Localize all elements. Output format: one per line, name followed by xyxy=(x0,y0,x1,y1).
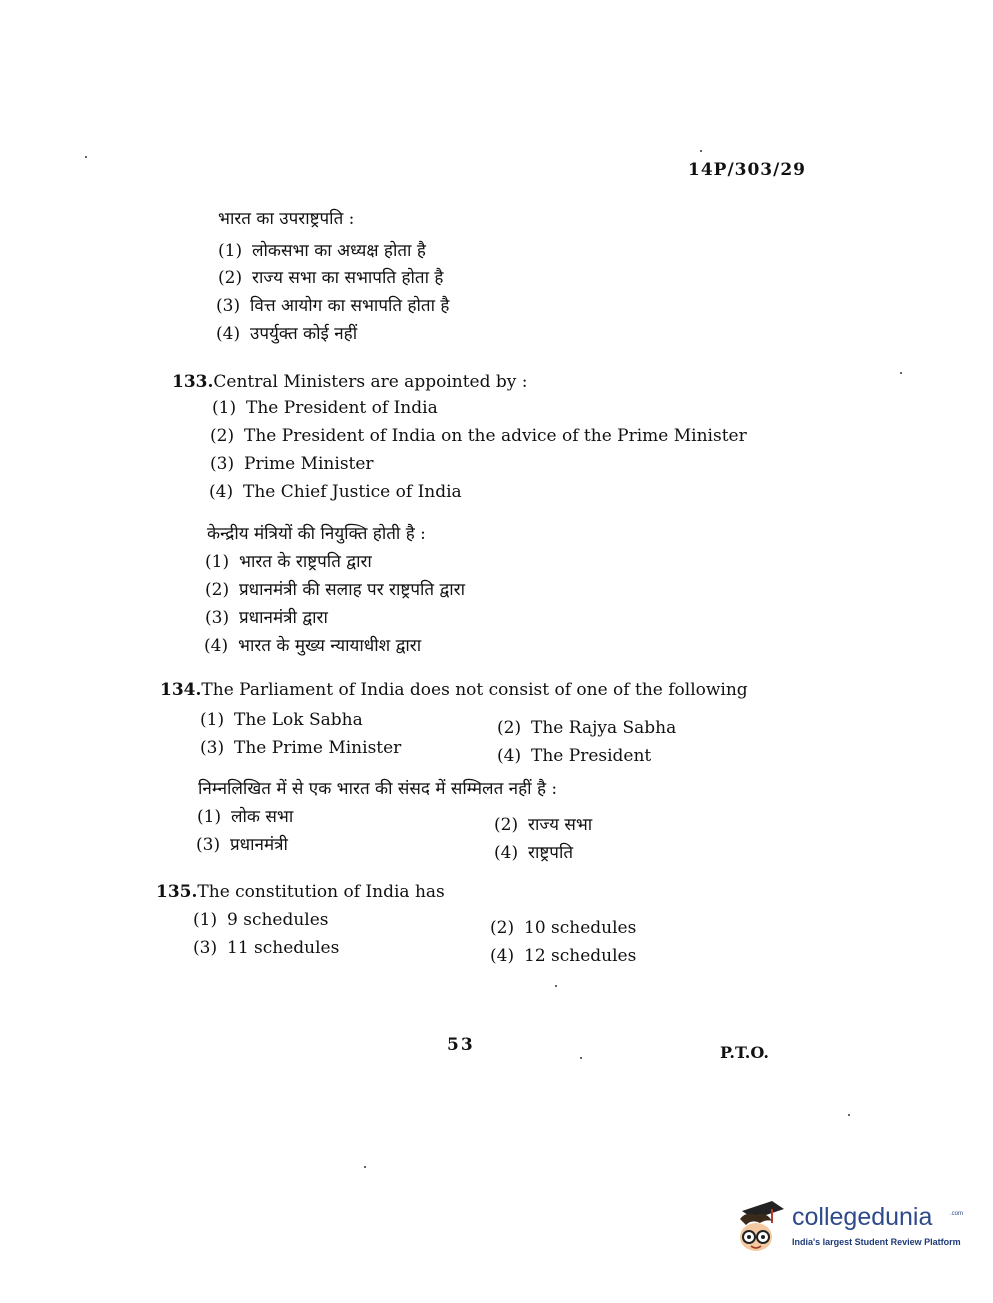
option-text: उपर्युक्त कोई नहीं xyxy=(250,324,358,344)
option-text: लोक सभा xyxy=(231,807,294,827)
option-text: 12 schedules xyxy=(524,946,637,966)
q134-option-3 xyxy=(200,738,401,758)
option-text: 9 schedules xyxy=(227,910,329,930)
option-number: (4) xyxy=(209,482,234,502)
q133-option-1 xyxy=(212,398,438,418)
option-number: (1) xyxy=(193,910,218,930)
option-text: Prime Minister xyxy=(244,454,374,474)
scan-speck xyxy=(364,1166,366,1168)
q133-hindi-option-1 xyxy=(205,549,372,572)
option-number: (1) xyxy=(205,552,230,572)
q135-option-4 xyxy=(490,946,636,966)
q132-hindi-option-2 xyxy=(218,265,443,288)
option-number: (3) xyxy=(205,608,230,628)
q134-option-1 xyxy=(200,710,363,730)
option-number: (4) xyxy=(216,324,241,344)
q133-hindi-option-4 xyxy=(204,633,421,656)
q135-option-2 xyxy=(490,918,636,938)
scan-speck xyxy=(848,1114,850,1116)
option-text: प्रधानमंत्री की सलाह पर राष्ट्रपति द्वारा xyxy=(239,580,466,600)
option-text: The President of India on the advice of the Prime Minister xyxy=(244,426,747,446)
q134-hindi-option-1 xyxy=(197,804,293,827)
scan-speck xyxy=(700,150,702,152)
option-text: The Prime Minister xyxy=(234,738,402,758)
option-number: (3) xyxy=(200,738,225,758)
q133-stem xyxy=(172,372,528,392)
option-text: प्रधानमंत्री द्वारा xyxy=(239,608,328,628)
option-text: The Chief Justice of India xyxy=(243,482,462,502)
option-text: The Rajya Sabha xyxy=(531,718,677,738)
option-text: भारत के राष्ट्रपति द्वारा xyxy=(239,552,372,572)
q134-stem xyxy=(160,680,748,700)
option-text: 10 schedules xyxy=(524,918,637,938)
q132-hindi-option-4 xyxy=(216,321,357,344)
q133-hindi-option-2 xyxy=(205,577,465,600)
q133-hindi-stem: केन्द्रीय मंत्रियों की नियुक्ति होती है : xyxy=(207,524,426,544)
option-number: (4) xyxy=(494,843,519,863)
logo-wordmark: collegedunia xyxy=(792,1203,933,1231)
option-number: (4) xyxy=(497,746,522,766)
option-text: वित्त आयोग का सभापति होता है xyxy=(250,296,450,316)
q132-hindi-option-3 xyxy=(216,293,449,316)
q133-hindi-option-3 xyxy=(205,605,328,628)
option-number: (3) xyxy=(216,296,241,316)
q133-option-2 xyxy=(210,426,747,446)
q134-hindi-stem: निम्नलिखित में से एक भारत की संसद में सम्मिलत नहीं है : xyxy=(198,779,558,799)
paper-code: 14P/303/29 xyxy=(688,160,807,180)
option-text: The President of India xyxy=(246,398,438,418)
scan-speck xyxy=(85,156,87,158)
collegedunia-logo xyxy=(732,1193,962,1261)
question-text: Central Ministers are appointed by : xyxy=(213,372,528,392)
q133-option-3 xyxy=(210,454,374,474)
option-number: (1) xyxy=(218,241,243,261)
option-number: (3) xyxy=(210,454,235,474)
q134-option-2 xyxy=(497,718,676,738)
mascot-icon xyxy=(732,1193,790,1259)
option-number: (2) xyxy=(494,815,519,835)
option-text: The President xyxy=(531,746,652,766)
question-number: 135. xyxy=(156,882,198,902)
question-number: 134. xyxy=(160,680,202,700)
option-number: (1) xyxy=(212,398,237,418)
q132-hindi-stem: भारत का उपराष्ट्रपति : xyxy=(218,209,355,229)
option-number: (2) xyxy=(218,268,243,288)
scan-speck xyxy=(555,985,557,987)
please-turn-over: P.T.O. xyxy=(720,1043,769,1062)
option-number: (4) xyxy=(490,946,515,966)
logo-suffix: .com xyxy=(950,1211,964,1217)
option-number: (3) xyxy=(196,835,221,855)
scan-speck xyxy=(580,1057,582,1059)
q135-option-3 xyxy=(193,938,339,958)
q132-hindi-option-1 xyxy=(218,238,426,261)
q133-option-4 xyxy=(209,482,462,502)
option-number: (1) xyxy=(197,807,222,827)
question-number: 133. xyxy=(172,372,214,392)
option-text: प्रधानमंत्री xyxy=(230,835,288,855)
q135-option-1 xyxy=(193,910,329,930)
logo-tagline: India's largest Student Review Platform xyxy=(792,1237,961,1247)
page-number: 53 xyxy=(447,1035,475,1055)
option-text: राज्य सभा का सभापति होता है xyxy=(252,268,444,288)
option-number: (4) xyxy=(204,636,229,656)
question-text: The constitution of India has xyxy=(197,882,445,902)
option-text: राष्ट्रपति xyxy=(528,843,574,863)
scan-speck xyxy=(900,372,902,374)
option-number: (3) xyxy=(193,938,218,958)
option-text: लोकसभा का अध्यक्ष होता है xyxy=(252,241,426,261)
question-text: The Parliament of India does not consist of one of the following xyxy=(201,680,748,700)
option-number: (2) xyxy=(497,718,522,738)
option-text: The Lok Sabha xyxy=(234,710,363,730)
q134-hindi-option-4 xyxy=(494,840,573,863)
q134-hindi-option-3 xyxy=(196,832,288,855)
q134-option-4 xyxy=(497,746,651,766)
option-number: (2) xyxy=(205,580,230,600)
q135-stem xyxy=(156,882,445,902)
option-number: (2) xyxy=(210,426,235,446)
option-number: (1) xyxy=(200,710,225,730)
option-number: (2) xyxy=(490,918,515,938)
option-text: भारत के मुख्य न्यायाधीश द्वारा xyxy=(238,636,422,656)
q134-hindi-option-2 xyxy=(494,812,592,835)
option-text: 11 schedules xyxy=(227,938,340,958)
option-text: राज्य सभा xyxy=(528,815,593,835)
